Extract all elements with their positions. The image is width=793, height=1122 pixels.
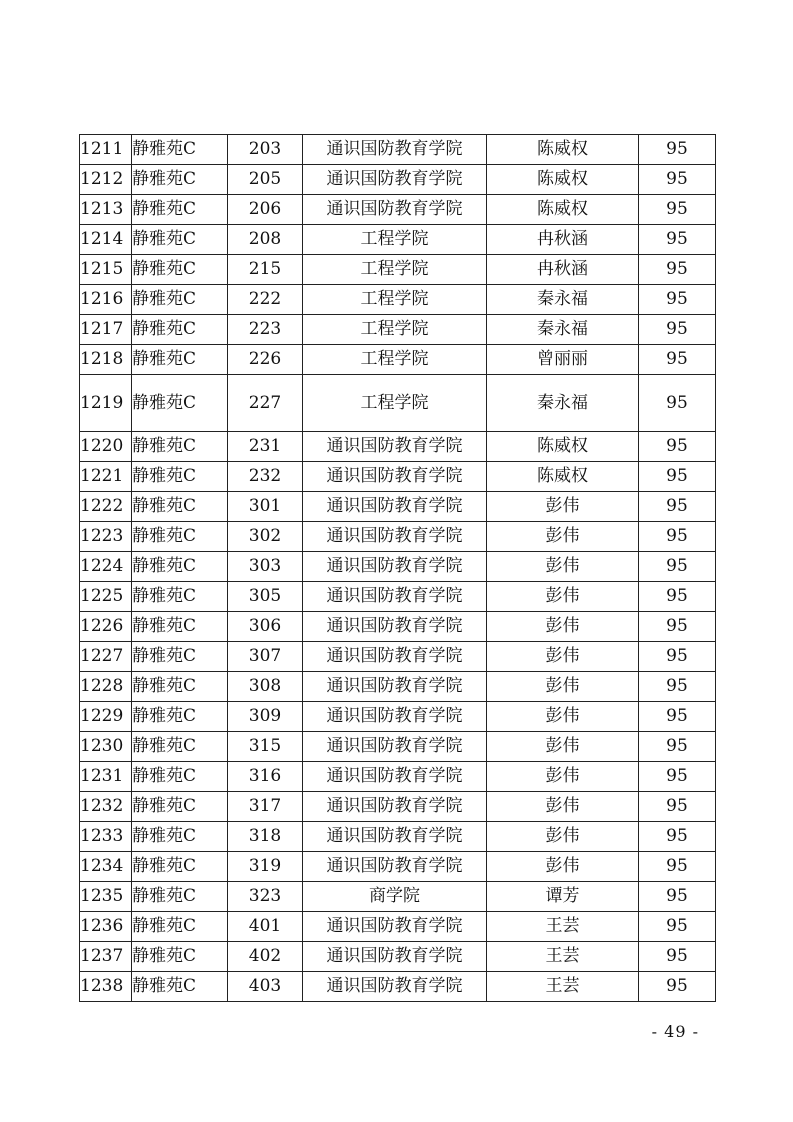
score-cell: 95 <box>639 315 716 345</box>
row-number: 1225 <box>80 582 132 612</box>
row-number: 1229 <box>80 702 132 732</box>
score-cell: 95 <box>639 492 716 522</box>
college-cell: 通识国防教育学院 <box>303 702 487 732</box>
table-row <box>80 882 716 912</box>
building-cell: 静雅苑C <box>132 492 228 522</box>
room-cell: 208 <box>228 225 303 255</box>
row-number: 1227 <box>80 642 132 672</box>
building-cell: 静雅苑C <box>132 642 228 672</box>
building-cell: 静雅苑C <box>132 762 228 792</box>
name-cell: 王芸 <box>487 942 639 972</box>
room-cell: 301 <box>228 492 303 522</box>
name-cell: 陈威权 <box>487 195 639 225</box>
college-cell: 通识国防教育学院 <box>303 942 487 972</box>
room-cell: 401 <box>228 912 303 942</box>
table-row <box>80 315 716 345</box>
table-row <box>80 432 716 462</box>
college-cell: 通识国防教育学院 <box>303 135 487 165</box>
room-cell: 215 <box>228 255 303 285</box>
table-body <box>80 135 716 1002</box>
room-cell: 205 <box>228 165 303 195</box>
college-cell: 通识国防教育学院 <box>303 762 487 792</box>
score-cell: 95 <box>639 642 716 672</box>
row-number: 1213 <box>80 195 132 225</box>
score-cell: 95 <box>639 702 716 732</box>
score-cell: 95 <box>639 732 716 762</box>
building-cell: 静雅苑C <box>132 792 228 822</box>
row-number: 1226 <box>80 612 132 642</box>
score-cell: 95 <box>639 972 716 1002</box>
name-cell: 陈威权 <box>487 165 639 195</box>
name-cell: 陈威权 <box>487 462 639 492</box>
name-cell: 彭伟 <box>487 822 639 852</box>
row-number: 1211 <box>80 135 132 165</box>
row-number: 1232 <box>80 792 132 822</box>
building-cell: 静雅苑C <box>132 285 228 315</box>
college-cell: 工程学院 <box>303 375 487 432</box>
table-row <box>80 195 716 225</box>
room-cell: 318 <box>228 822 303 852</box>
room-cell: 226 <box>228 345 303 375</box>
table-row <box>80 912 716 942</box>
college-cell: 通识国防教育学院 <box>303 732 487 762</box>
score-cell: 95 <box>639 462 716 492</box>
room-cell: 303 <box>228 552 303 582</box>
score-cell: 95 <box>639 672 716 702</box>
score-cell: 95 <box>639 255 716 285</box>
table-row <box>80 642 716 672</box>
table-row <box>80 135 716 165</box>
building-cell: 静雅苑C <box>132 255 228 285</box>
building-cell: 静雅苑C <box>132 582 228 612</box>
building-cell: 静雅苑C <box>132 375 228 432</box>
name-cell: 彭伟 <box>487 762 639 792</box>
row-number: 1220 <box>80 432 132 462</box>
row-number: 1234 <box>80 852 132 882</box>
name-cell: 冉秋涵 <box>487 255 639 285</box>
table-row <box>80 165 716 195</box>
table-row <box>80 852 716 882</box>
name-cell: 彭伟 <box>487 612 639 642</box>
building-cell: 静雅苑C <box>132 942 228 972</box>
row-number: 1218 <box>80 345 132 375</box>
row-number: 1235 <box>80 882 132 912</box>
table-row <box>80 822 716 852</box>
building-cell: 静雅苑C <box>132 702 228 732</box>
name-cell: 彭伟 <box>487 522 639 552</box>
table-row <box>80 942 716 972</box>
name-cell: 彭伟 <box>487 552 639 582</box>
row-number: 1236 <box>80 912 132 942</box>
room-cell: 306 <box>228 612 303 642</box>
room-cell: 308 <box>228 672 303 702</box>
college-cell: 通识国防教育学院 <box>303 672 487 702</box>
score-cell: 95 <box>639 822 716 852</box>
building-cell: 静雅苑C <box>132 672 228 702</box>
building-cell: 静雅苑C <box>132 432 228 462</box>
college-cell: 通识国防教育学院 <box>303 462 487 492</box>
building-cell: 静雅苑C <box>132 972 228 1002</box>
table-row <box>80 285 716 315</box>
building-cell: 静雅苑C <box>132 225 228 255</box>
building-cell: 静雅苑C <box>132 315 228 345</box>
college-cell: 通识国防教育学院 <box>303 792 487 822</box>
score-cell: 95 <box>639 285 716 315</box>
row-number: 1216 <box>80 285 132 315</box>
name-cell: 彭伟 <box>487 642 639 672</box>
score-cell: 95 <box>639 375 716 432</box>
table-row <box>80 492 716 522</box>
building-cell: 静雅苑C <box>132 822 228 852</box>
room-cell: 402 <box>228 942 303 972</box>
building-cell: 静雅苑C <box>132 912 228 942</box>
name-cell: 秦永福 <box>487 315 639 345</box>
row-number: 1222 <box>80 492 132 522</box>
row-number: 1231 <box>80 762 132 792</box>
row-number: 1233 <box>80 822 132 852</box>
building-cell: 静雅苑C <box>132 552 228 582</box>
row-number: 1224 <box>80 552 132 582</box>
college-cell: 通识国防教育学院 <box>303 582 487 612</box>
college-cell: 工程学院 <box>303 345 487 375</box>
name-cell: 冉秋涵 <box>487 225 639 255</box>
score-cell: 95 <box>639 432 716 462</box>
room-cell: 323 <box>228 882 303 912</box>
name-cell: 陈威权 <box>487 135 639 165</box>
college-cell: 通识国防教育学院 <box>303 552 487 582</box>
score-cell: 95 <box>639 225 716 255</box>
college-cell: 通识国防教育学院 <box>303 852 487 882</box>
college-cell: 商学院 <box>303 882 487 912</box>
score-cell: 95 <box>639 852 716 882</box>
score-cell: 95 <box>639 522 716 552</box>
name-cell: 彭伟 <box>487 792 639 822</box>
score-cell: 95 <box>639 612 716 642</box>
building-cell: 静雅苑C <box>132 195 228 225</box>
name-cell: 王芸 <box>487 912 639 942</box>
name-cell: 彭伟 <box>487 852 639 882</box>
table-row <box>80 732 716 762</box>
score-cell: 95 <box>639 165 716 195</box>
row-number: 1230 <box>80 732 132 762</box>
college-cell: 通识国防教育学院 <box>303 522 487 552</box>
room-cell: 227 <box>228 375 303 432</box>
table-row <box>80 255 716 285</box>
row-number: 1228 <box>80 672 132 702</box>
table-row <box>80 462 716 492</box>
score-cell: 95 <box>639 582 716 612</box>
name-cell: 彭伟 <box>487 672 639 702</box>
name-cell: 彭伟 <box>487 702 639 732</box>
college-cell: 通识国防教育学院 <box>303 642 487 672</box>
college-cell: 通识国防教育学院 <box>303 972 487 1002</box>
room-cell: 206 <box>228 195 303 225</box>
building-cell: 静雅苑C <box>132 522 228 552</box>
room-cell: 315 <box>228 732 303 762</box>
row-number: 1217 <box>80 315 132 345</box>
building-cell: 静雅苑C <box>132 135 228 165</box>
name-cell: 秦永福 <box>487 375 639 432</box>
table-row <box>80 522 716 552</box>
college-cell: 工程学院 <box>303 315 487 345</box>
college-cell: 工程学院 <box>303 225 487 255</box>
table-row <box>80 702 716 732</box>
room-cell: 223 <box>228 315 303 345</box>
row-number: 1212 <box>80 165 132 195</box>
score-cell: 95 <box>639 792 716 822</box>
row-number: 1238 <box>80 972 132 1002</box>
score-cell: 95 <box>639 552 716 582</box>
score-cell: 95 <box>639 882 716 912</box>
inspection-table <box>79 134 716 1002</box>
building-cell: 静雅苑C <box>132 345 228 375</box>
room-cell: 316 <box>228 762 303 792</box>
name-cell: 谭芳 <box>487 882 639 912</box>
building-cell: 静雅苑C <box>132 165 228 195</box>
college-cell: 通识国防教育学院 <box>303 612 487 642</box>
row-number: 1237 <box>80 942 132 972</box>
table-row <box>80 762 716 792</box>
room-cell: 317 <box>228 792 303 822</box>
table-row <box>80 582 716 612</box>
building-cell: 静雅苑C <box>132 732 228 762</box>
college-cell: 通识国防教育学院 <box>303 822 487 852</box>
page-number: - 49 - <box>651 1022 699 1041</box>
room-cell: 302 <box>228 522 303 552</box>
room-cell: 231 <box>228 432 303 462</box>
name-cell: 曾丽丽 <box>487 345 639 375</box>
room-cell: 403 <box>228 972 303 1002</box>
table-row <box>80 672 716 702</box>
room-cell: 309 <box>228 702 303 732</box>
row-number: 1215 <box>80 255 132 285</box>
college-cell: 工程学院 <box>303 255 487 285</box>
table-row <box>80 345 716 375</box>
score-cell: 95 <box>639 345 716 375</box>
college-cell: 通识国防教育学院 <box>303 165 487 195</box>
college-cell: 工程学院 <box>303 285 487 315</box>
score-cell: 95 <box>639 912 716 942</box>
name-cell: 彭伟 <box>487 492 639 522</box>
score-cell: 95 <box>639 135 716 165</box>
score-cell: 95 <box>639 762 716 792</box>
name-cell: 王芸 <box>487 972 639 1002</box>
name-cell: 彭伟 <box>487 732 639 762</box>
room-cell: 203 <box>228 135 303 165</box>
room-cell: 307 <box>228 642 303 672</box>
room-cell: 222 <box>228 285 303 315</box>
room-cell: 305 <box>228 582 303 612</box>
row-number: 1219 <box>80 375 132 432</box>
building-cell: 静雅苑C <box>132 882 228 912</box>
name-cell: 秦永福 <box>487 285 639 315</box>
building-cell: 静雅苑C <box>132 852 228 882</box>
building-cell: 静雅苑C <box>132 612 228 642</box>
college-cell: 通识国防教育学院 <box>303 492 487 522</box>
building-cell: 静雅苑C <box>132 462 228 492</box>
college-cell: 通识国防教育学院 <box>303 195 487 225</box>
table-row <box>80 972 716 1002</box>
score-cell: 95 <box>639 942 716 972</box>
room-cell: 319 <box>228 852 303 882</box>
score-cell: 95 <box>639 195 716 225</box>
college-cell: 通识国防教育学院 <box>303 432 487 462</box>
row-number: 1223 <box>80 522 132 552</box>
room-cell: 232 <box>228 462 303 492</box>
table-row <box>80 375 716 432</box>
name-cell: 陈威权 <box>487 432 639 462</box>
table-row <box>80 792 716 822</box>
table-row <box>80 612 716 642</box>
table-row <box>80 552 716 582</box>
table-row <box>80 225 716 255</box>
row-number: 1214 <box>80 225 132 255</box>
name-cell: 彭伟 <box>487 582 639 612</box>
row-number: 1221 <box>80 462 132 492</box>
college-cell: 通识国防教育学院 <box>303 912 487 942</box>
